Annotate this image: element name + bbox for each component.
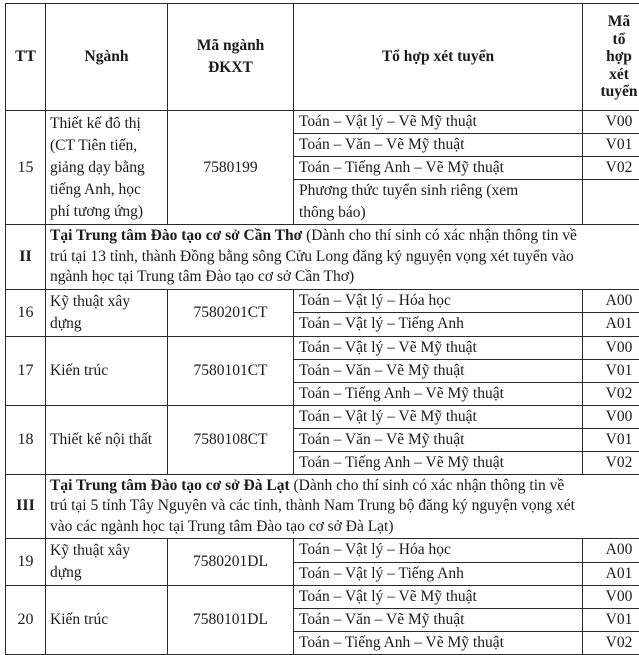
- header-row: [6, 4, 639, 111]
- special-admission-line: thông báo): [299, 202, 581, 224]
- section-description: [46, 225, 639, 290]
- major-name: Kiến trúc: [46, 586, 168, 655]
- combination-name: Toán – Văn – Vẽ Mỹ thuật: [294, 359, 583, 382]
- major-code: 7580101DL: [168, 586, 294, 655]
- header-combination-code-line: tổ: [583, 31, 639, 49]
- section-row: [6, 225, 639, 290]
- combination-code: V00: [583, 586, 639, 609]
- special-admission-method: [294, 180, 583, 225]
- header-major: Ngành: [46, 4, 168, 111]
- section-line: trú tại 5 tỉnh Tây Nguyên và các tỉnh, thành Nam Trung bộ đăng ký nguyện vọng xét: [50, 496, 639, 517]
- major-name: [46, 289, 168, 336]
- row-number: 19: [6, 539, 46, 586]
- major-code: 7580101CT: [168, 336, 294, 405]
- combination-code: V02: [583, 451, 639, 474]
- major-code: 7580201CT: [168, 289, 294, 336]
- row-number: 18: [6, 405, 46, 474]
- combination-code: V00: [583, 336, 639, 359]
- header-combination: Tổ hợp xét tuyển: [294, 4, 583, 111]
- combination-name: Toán – Vật lý – Hóa học: [294, 539, 583, 563]
- section-title: Tại Trung tâm Đào tạo cơ sở Đà Lạt: [50, 477, 290, 494]
- section-title: Tại Trung tâm Đào tạo cơ sở Cần Thơ: [50, 227, 302, 244]
- combination-name: Toán – Văn – Vẽ Mỹ thuật: [294, 428, 583, 451]
- major-name-line: dựng: [50, 562, 166, 584]
- row-number: 20: [6, 586, 46, 655]
- combination-name: Toán – Vật lý – Tiếng Anh: [294, 562, 583, 586]
- section-text: (Dành cho thí sinh có xác nhận thông tin về: [290, 477, 565, 494]
- combination-code: V00: [583, 111, 639, 134]
- section-line: [50, 476, 639, 497]
- row-number: 16: [6, 289, 46, 336]
- combination-code: A01: [583, 313, 639, 337]
- combination-name: Toán – Văn – Vẽ Mỹ thuật: [294, 609, 583, 632]
- combination-code: A01: [583, 562, 639, 586]
- header-combination-code-line: Mã: [583, 13, 639, 31]
- table-row: [6, 405, 639, 428]
- header-combination-code-line: tuyển: [583, 83, 639, 101]
- combination-code: V01: [583, 359, 639, 382]
- combination-name: Toán – Tiếng Anh – Vẽ Mỹ thuật: [294, 451, 583, 474]
- header-tt: TT: [6, 4, 46, 111]
- combination-code: V02: [583, 382, 639, 405]
- header-major-code-line: Mã ngành: [169, 35, 292, 57]
- combination-code: V02: [583, 157, 639, 180]
- combination-name: Toán – Vật lý – Hóa học: [294, 289, 583, 313]
- combination-code: A00: [583, 539, 639, 563]
- combination-code: V01: [583, 134, 639, 157]
- combination-code: V02: [583, 632, 639, 655]
- major-name-line: Kỹ thuật xây: [50, 291, 166, 313]
- major-code: 7580201DL: [168, 539, 294, 586]
- header-major-code: [168, 4, 294, 111]
- major-name: Thiết kế nội thất: [46, 405, 168, 474]
- major-name-line: Thiết kế đô thị: [50, 113, 166, 135]
- section-description: [46, 474, 639, 539]
- header-combination-code-line: hợp: [583, 48, 639, 66]
- combination-code-empty: [583, 180, 639, 225]
- header-major-code-line: ĐKXT: [169, 57, 292, 79]
- section-row: [6, 474, 639, 539]
- major-name-line: phí tương ứng): [50, 201, 166, 223]
- combination-code: V00: [583, 405, 639, 428]
- major-name: Kiến trúc: [46, 336, 168, 405]
- section-line: vào các ngành học tại Trung tâm Đào tạo cơ sở Đà Lạt): [50, 517, 639, 538]
- section-line: trú tại 13 tỉnh, thành Đồng bằng sông Cửu Long đăng ký nguyện vọng xét tuyển vào: [50, 247, 639, 268]
- combination-code: A00: [583, 289, 639, 313]
- major-code: 7580108CT: [168, 405, 294, 474]
- section-text: (Dành cho thí sinh có xác nhận thông tin về: [302, 227, 577, 244]
- combination-name: Toán – Vật lý – Tiếng Anh: [294, 313, 583, 337]
- row-number: 17: [6, 336, 46, 405]
- table-row: [6, 289, 639, 313]
- table-row: [6, 586, 639, 609]
- section-number: III: [6, 474, 46, 539]
- major-name: [46, 539, 168, 586]
- header-combination-code-line: xét: [583, 66, 639, 84]
- combination-name: Toán – Tiếng Anh – Vẽ Mỹ thuật: [294, 632, 583, 655]
- header-combination-code: [583, 4, 639, 111]
- major-name: [46, 111, 168, 225]
- table-row: [6, 111, 639, 134]
- combination-name: Toán – Vật lý – Vẽ Mỹ thuật: [294, 405, 583, 428]
- table-row: [6, 539, 639, 563]
- combination-code: V01: [583, 428, 639, 451]
- section-line: ngành học tại Trung tâm Đào tạo cơ sở Cần Thơ): [50, 267, 639, 288]
- major-name-line: giảng dạy bằng: [50, 157, 166, 179]
- combination-name: Toán – Tiếng Anh – Vẽ Mỹ thuật: [294, 157, 583, 180]
- combination-name: Toán – Tiếng Anh – Vẽ Mỹ thuật: [294, 382, 583, 405]
- major-name-line: dựng: [50, 313, 166, 335]
- major-name-line: (CT Tiên tiến,: [50, 135, 166, 157]
- section-line: [50, 226, 639, 247]
- combination-name: Toán – Vật lý – Vẽ Mỹ thuật: [294, 336, 583, 359]
- combination-name: Toán – Văn – Vẽ Mỹ thuật: [294, 134, 583, 157]
- section-number: II: [6, 225, 46, 290]
- table-row: [6, 336, 639, 359]
- admissions-table: [5, 3, 639, 655]
- combination-name: Toán – Vật lý – Vẽ Mỹ thuật: [294, 586, 583, 609]
- major-name-line: Kỹ thuật xây: [50, 540, 166, 562]
- combination-name: Toán – Vật lý – Vẽ Mỹ thuật: [294, 111, 583, 134]
- major-code: 7580199: [168, 111, 294, 225]
- major-name-line: tiếng Anh, học: [50, 179, 166, 201]
- row-number: 15: [6, 111, 46, 225]
- special-admission-line: Phương thức tuyển sinh riêng (xem: [299, 180, 581, 202]
- combination-code: V01: [583, 609, 639, 632]
